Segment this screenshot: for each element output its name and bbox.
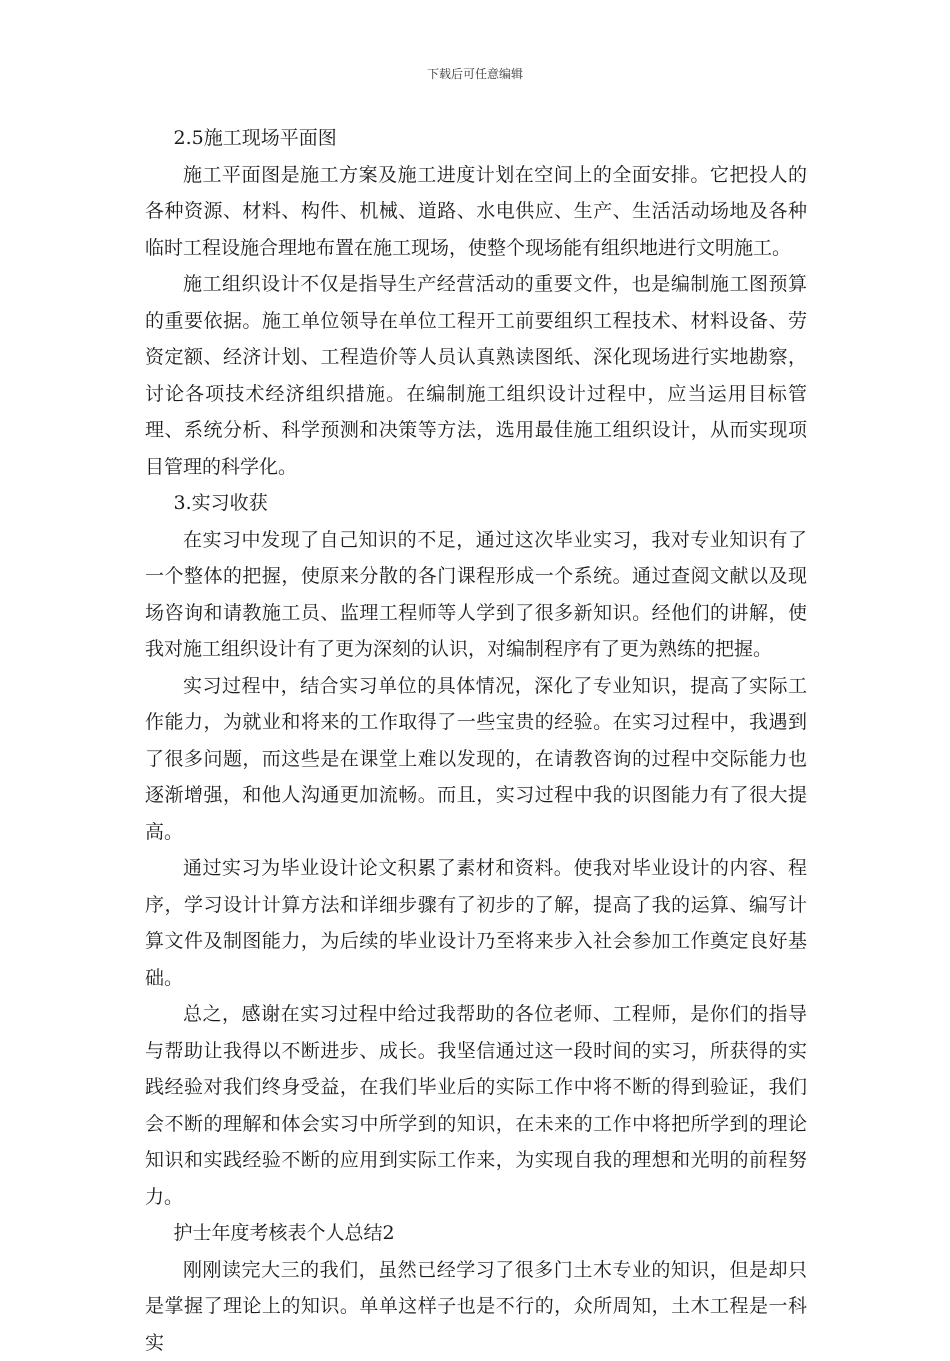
page-header: 下载后可任意编辑 <box>0 65 950 82</box>
paragraph: 通过实习为毕业设计论文积累了素材和资料。使我对毕业设计的内容、程序，学习设计计算方法和详细步骤有了初步的了解，提高了我的运算、编写计算文件及制图能力，为后续的毕业设计乃至将来步入社会参加工作奠定良好基础。 <box>145 850 807 996</box>
section-heading: 3.实习收获 <box>145 485 807 522</box>
paragraph: 施工组织设计不仅是指导生产经营活动的重要文件，也是编制施工图预算的重要依据。施工单位领导在单位工程开工前要组织工程技术、材料设备、劳资定额、经济计划、工程造价等人员认真熟读图纸、深化现场进行实地勘察，讨论各项技术经济组织措施。在编制施工组织设计过程中，应当运用目标管理、系统分析、科学预测和决策等方法，选用最佳施工组织设计，从而实现项目管理的科学化。 <box>145 266 807 485</box>
paragraph: 刚刚读完大三的我们，虽然已经学习了很多门土木专业的知识，但是却只是掌握了理论上的知识。单单这样子也是不行的，众所周知，土木工程是一科实 <box>145 1252 807 1361</box>
paragraph: 实习过程中，结合实习单位的具体情况，深化了专业知识，提高了实际工作能力，为就业和将来的工作取得了一些宝贵的经验。在实习过程中，我遇到了很多问题，而这些是在课堂上难以发现的，在请教咨询的过程中交际能力也逐渐增强，和他人沟通更加流畅。而且，实习过程中我的识图能力有了很大提高。 <box>145 668 807 851</box>
section-heading: 护士年度考核表个人总结2 <box>145 1215 807 1252</box>
paragraph: 总之，感谢在实习过程中给过我帮助的各位老师、工程师，是你们的指导与帮助让我得以不断进步、成长。我坚信通过这一段时间的实习，所获得的实践经验对我们终身受益，在我们毕业后的实际工作中将不断的得到验证，我们会不断的理解和体会实习中所学到的知识，在未来的工作中将把所学到的理论知识和实践经验不断的应用到实际工作来，为实现自我的理想和光明的前程努力。 <box>145 996 807 1215</box>
section-heading: 2.5施工现场平面图 <box>145 120 807 157</box>
document-body <box>145 120 807 1361</box>
paragraph: 施工平面图是施工方案及施工进度计划在空间上的全面安排。它把投人的各种资源、材料、构件、机械、道路、水电供应、生产、生活活动场地及各种临时工程设施合理地布置在施工现场，使整个现场能有组织地进行文明施工。 <box>145 157 807 267</box>
paragraph: 在实习中发现了自己知识的不足，通过这次毕业实习，我对专业知识有了一个整体的把握，使原来分散的各门课程形成一个系统。通过查阅文献以及现场咨询和请教施工员、监理工程师等人学到了很多新知识。经他们的讲解，使我对施工组织设计有了更为深刻的认识，对编制程序有了更为熟练的把握。 <box>145 522 807 668</box>
